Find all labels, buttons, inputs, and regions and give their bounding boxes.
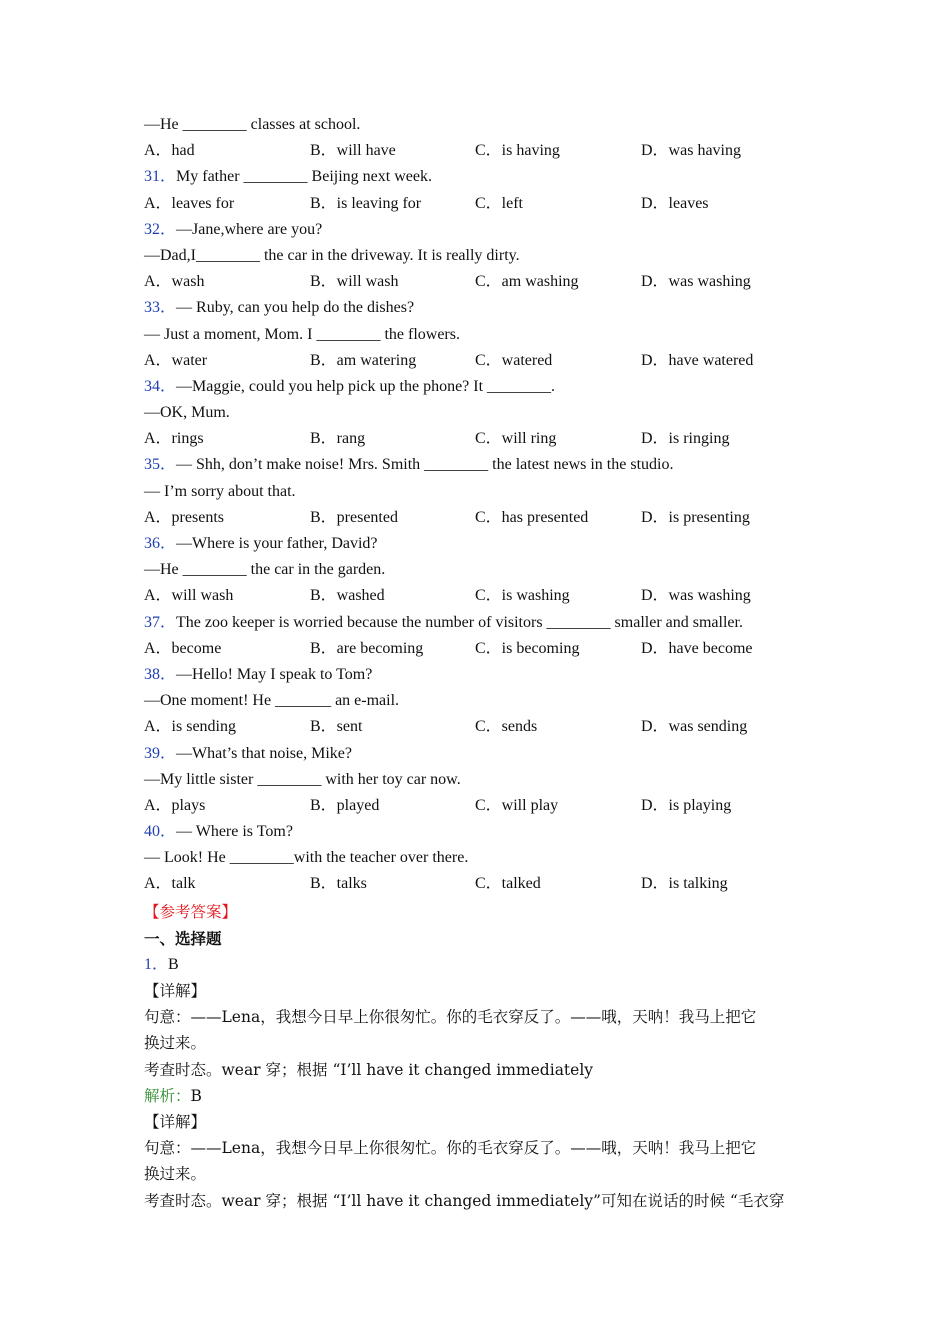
option-b: B．will wash [310, 273, 399, 291]
question-35-line2: — I’m sorry about that. [144, 482, 296, 500]
question-number: 36． [144, 535, 177, 552]
option-c: C．will play [475, 796, 559, 814]
option-d: D．have become [641, 639, 753, 657]
question-35-options [144, 505, 824, 531]
question-number: 35． [144, 456, 177, 474]
option-d: D．was having [641, 142, 741, 160]
detail-label-2: 【详解】 [144, 1112, 207, 1131]
meaning-text-line3: 句意：——Lena，我想今日早上你很匆忙。你的毛衣穿反了。——哦，天呐！我马上把它 [144, 1139, 757, 1158]
option-a: A．is sending [144, 718, 237, 736]
option-b: B．rang [310, 430, 366, 448]
question-text: — Ruby, can you help do the dishes? [176, 299, 415, 317]
question-34-line2: —OK, Mum. [144, 404, 230, 422]
option-b: B．presented [310, 508, 398, 526]
option-b: B．am watering [310, 351, 417, 369]
option-b: B．are becoming [310, 639, 424, 657]
analysis-text: 考查时态。wear 穿；根据 “I’ll have it changed immediately [144, 1060, 594, 1079]
question-38-line1 [144, 662, 824, 688]
question-text: —Maggie, could you help pick up the phone? It ________. [176, 377, 556, 395]
document-page [144, 112, 824, 1214]
answer-number: 1． [144, 955, 169, 973]
question-number: 31． [144, 168, 177, 186]
option-c: C．is washing [475, 587, 570, 605]
question-32-line1 [144, 217, 824, 243]
option-c: C．watered [475, 351, 553, 369]
question-39-options [144, 793, 824, 819]
option-b: B．talks [310, 875, 367, 893]
question-text: —What’s that noise, Mike? [176, 744, 352, 762]
option-d: D．is ringing [641, 430, 730, 448]
question-33-line2: — Just a moment, Mom. I ________ the flowers. [144, 325, 460, 343]
question-39-line2: —My little sister ________ with her toy car now. [144, 770, 461, 788]
option-d: D．was washing [641, 587, 751, 605]
answer-key-heading: 【参考答案】 [144, 902, 238, 921]
option-c: C．has presented [475, 508, 589, 526]
option-d: D．was sending [641, 718, 748, 736]
jiexi-answer: B [190, 1086, 202, 1105]
question-number: 40． [144, 823, 177, 841]
question-36-line1 [144, 531, 824, 557]
option-a: A．water [144, 351, 208, 369]
question-36-options [144, 583, 824, 609]
option-a: A．had [144, 142, 195, 160]
answer-item-1 [144, 952, 824, 978]
question-text: My father ________ Beijing next week. [176, 168, 432, 186]
question-number: 39． [144, 744, 177, 762]
question-number: 33． [144, 299, 177, 317]
question-37-line1 [144, 610, 824, 636]
jiexi-label: 解析： [144, 1086, 191, 1105]
jiexi-line [144, 1083, 824, 1109]
question-32-options [144, 269, 824, 295]
option-d: D．have watered [641, 351, 754, 369]
option-a: A．wash [144, 273, 205, 291]
option-c: C．is becoming [475, 639, 580, 657]
question-text: — Where is Tom? [176, 823, 293, 841]
option-d: D．was washing [641, 273, 751, 291]
option-d: D．leaves [641, 194, 709, 212]
question-33-line1 [144, 295, 824, 321]
question-number: 38． [144, 665, 177, 683]
answer-value: B [168, 955, 179, 973]
question-text: The zoo keeper is worried because the number of visitors ________ smaller and smaller. [176, 613, 743, 631]
question-33-options [144, 348, 824, 374]
question-32-line2: —Dad,I________ the car in the driveway. It is really dirty. [144, 246, 520, 264]
option-a: A．plays [144, 796, 206, 814]
question-number: 32． [144, 220, 177, 238]
question-text: —Jane,where are you? [176, 220, 323, 238]
option-b: B．washed [310, 587, 385, 605]
question-31-line1 [144, 164, 824, 190]
option-a: A．rings [144, 430, 204, 448]
question-40-line2: — Look! He ________with the teacher over there. [144, 849, 469, 867]
option-a: A．talk [144, 875, 196, 893]
question-34-options [144, 426, 824, 452]
question-text: —Where is your father, David? [176, 535, 378, 552]
detail-label: 【详解】 [144, 982, 207, 1000]
question-30-options [144, 138, 824, 164]
option-a: A．will wash [144, 587, 234, 605]
question-40-line1 [144, 819, 824, 845]
option-d: D．is presenting [641, 508, 750, 526]
option-d: D．is talking [641, 875, 728, 893]
option-b: B．played [310, 796, 380, 814]
option-b: B．will have [310, 142, 396, 160]
option-c: C．will ring [475, 430, 557, 448]
analysis-text-2: 考查时态。wear 穿；根据 “I’ll have it changed immediately”可知在说话的时候 “毛衣穿 [144, 1191, 785, 1210]
question-35-line1 [144, 452, 824, 478]
question-36-line2: —He ________ the car in the garden. [144, 561, 386, 579]
option-c: C．left [475, 194, 523, 212]
option-b: B．sent [310, 718, 363, 736]
question-31-options [144, 191, 824, 217]
question-text: — Shh, don’t make noise! Mrs. Smith ________ the latest news in the studio. [176, 456, 674, 474]
section-title: 一、选择题 [144, 928, 222, 948]
option-a: A．become [144, 639, 222, 657]
option-b: B．is leaving for [310, 194, 422, 212]
question-number: 34． [144, 377, 177, 395]
meaning-text-line2: 换过来。 [144, 1034, 207, 1053]
meaning-text-line1: 句意：——Lena，我想今日早上你很匆忙。你的毛衣穿反了。——哦，天呐！我马上把它 [144, 1008, 757, 1027]
option-c: C．am washing [475, 273, 579, 291]
question-number: 37． [144, 613, 177, 631]
question-40-options [144, 871, 824, 897]
question-30-line2: —He ________ classes at school. [144, 116, 361, 133]
option-d: D．is playing [641, 796, 732, 814]
question-34-line1 [144, 374, 824, 400]
question-37-options [144, 636, 824, 662]
question-38-options [144, 714, 824, 740]
option-a: A．presents [144, 508, 224, 526]
question-text: —Hello! May I speak to Tom? [176, 665, 373, 683]
option-c: C．sends [475, 718, 538, 736]
option-a: A．leaves for [144, 194, 235, 212]
question-39-line1 [144, 741, 824, 767]
meaning-text-line4: 换过来。 [144, 1165, 207, 1184]
option-c: C．is having [475, 142, 560, 160]
question-38-line2: —One moment! He _______ an e-mail. [144, 692, 400, 710]
option-c: C．talked [475, 875, 541, 893]
